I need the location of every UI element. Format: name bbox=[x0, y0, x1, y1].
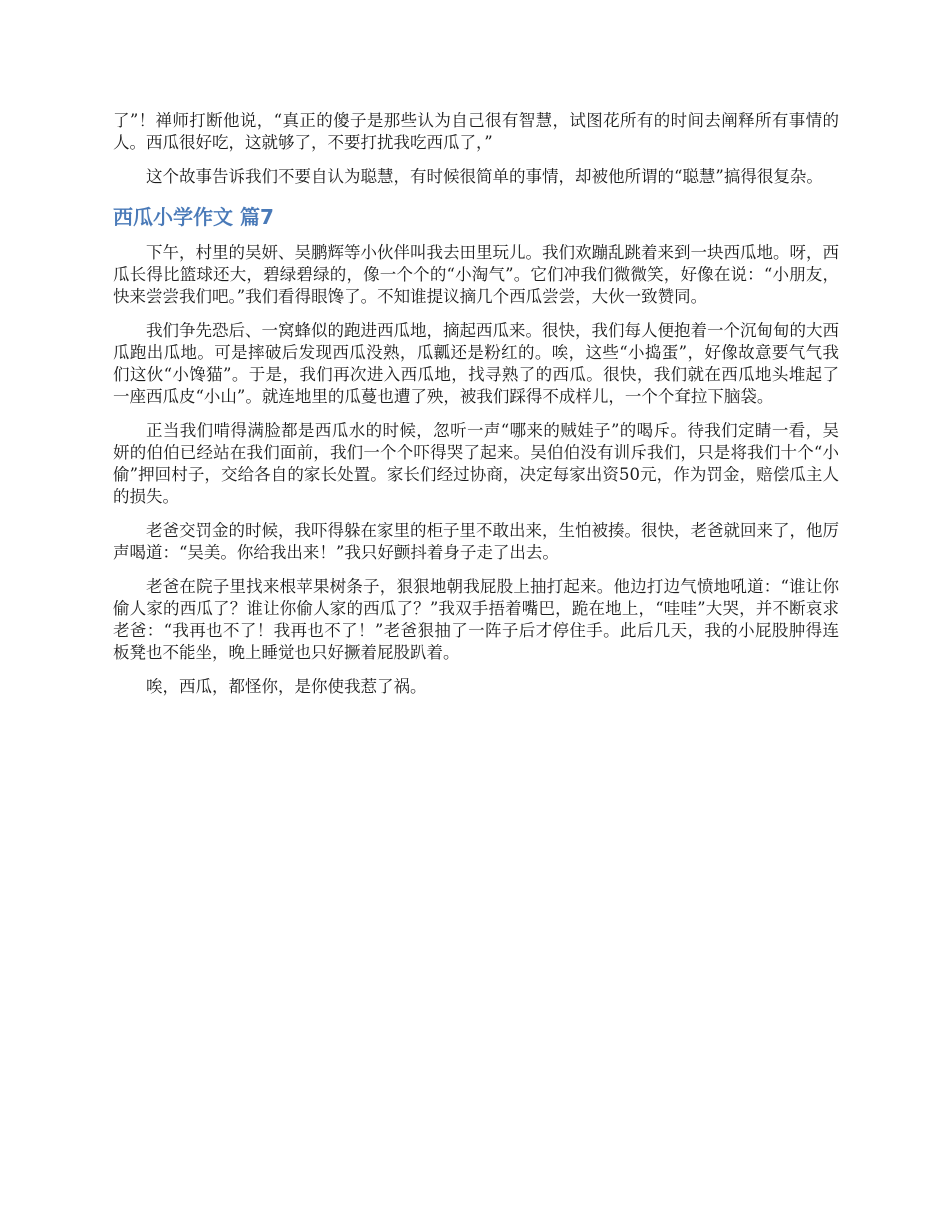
paragraph-4: 老爸交罚金的时候，我吓得躲在家里的柜子里不敢出来，生怕被揍。很快，老爸就回来了，他厉声喝道：“吴美。你给我出来！”我只好颤抖着身子走了出去。 bbox=[113, 521, 839, 562]
paragraph-continuation: 了”！禅师打断他说，“真正的傻子是那些认为自己很有智慧，试图花所有的时间去阐释所有事情的人。西瓜很好吃，这就够了，不要打扰我吃西瓜了，” bbox=[113, 111, 839, 152]
paragraph-1: 下午，村里的吴妍、吴鹏辉等小伙伴叫我去田里玩儿。我们欢蹦乱跳着来到一块西瓜地。呀，西瓜长得比篮球还大，碧绿碧绿的，像一个个的“小淘气”。它们冲我们微微笑，好像在说：“小朋友，快来尝尝我们吧。”我们看得眼馋了。不知谁提议摘几个西瓜尝尝，大伙一致赞同。 bbox=[113, 243, 839, 306]
section-heading: 西瓜小学作文 篇7 bbox=[113, 205, 274, 229]
document-page bbox=[113, 110, 839, 710]
paragraph-6: 唉，西瓜，都怪你，是你使我惹了祸。 bbox=[146, 677, 427, 696]
paragraph-3: 正当我们啃得满脸都是西瓜水的时候，忽听一声“哪来的贼娃子”的喝斥。待我们定睛一看，吴妍的伯伯已经站在我们面前，我们一个个吓得哭了起来。吴伯伯没有训斥我们，只是将我们十个“小偷”押回村子，交给各自的家长处置。家长们经过协商，决定每家出资50元，作为罚金，赔偿瓜主人的损失。 bbox=[113, 421, 839, 506]
paragraph-2: 我们争先恐后、一窝蜂似的跑进西瓜地，摘起西瓜来。很快，我们每人便抱着一个沉甸甸的大西瓜跑出瓜地。可是摔破后发现西瓜没熟，瓜瓤还是粉红的。唉，这些“小捣蛋”，好像故意要气气我们这伙“小馋猫”。于是，我们再次进入西瓜地，找寻熟了的西瓜。很快，我们就在西瓜地头堆起了一座西瓜皮“小山”。就连地里的瓜蔓也遭了殃，被我们踩得不成样儿，一个个耷拉下脑袋。 bbox=[113, 321, 839, 406]
paragraph-moral: 这个故事告诉我们不要自认为聪慧，有时候很简单的事情，却被他所谓的“聪慧”搞得很复杂。 bbox=[146, 167, 823, 186]
paragraph-5: 老爸在院子里找来根苹果树条子，狠狠地朝我屁股上抽打起来。他边打边气愤地吼道：“谁让你偷人家的西瓜了？谁让你偷人家的西瓜了？”我双手捂着嘴巴，跪在地上，“哇哇”大哭，并不断哀求老爸：“我再也不了！我再也不了！”老爸狠抽了一阵子后才停住手。此后几天，我的小屁股肿得连板凳也不能坐，晚上睡觉也只好撅着屁股趴着。 bbox=[113, 577, 839, 662]
